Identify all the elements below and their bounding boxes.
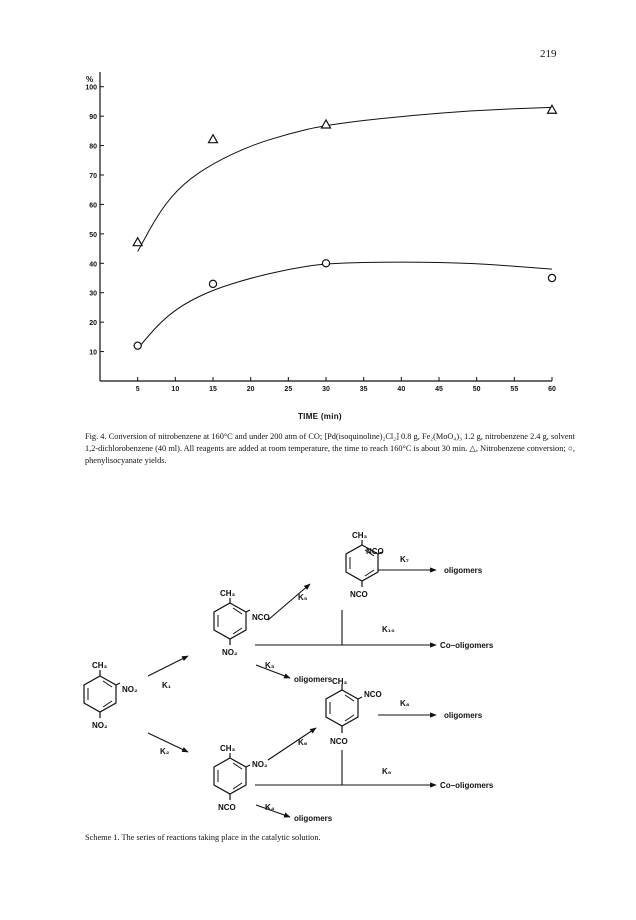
label-no2-a1: NO₂: [122, 685, 138, 694]
x-tick-label: 50: [472, 386, 481, 393]
label-nco-d2: NCO: [350, 590, 368, 599]
ring-nitrotoluene: [84, 676, 116, 712]
x-tick-label: 45: [435, 386, 443, 393]
label-k8: K₈: [400, 699, 410, 708]
x-tick-label: 20: [246, 386, 255, 393]
y-tick-label: 100: [85, 84, 97, 92]
scheme-caption: Scheme 1. The series of reactions taking place in the catalytic solution.: [85, 833, 321, 842]
x-tick-label: 40: [397, 386, 406, 393]
page-number: 219: [540, 48, 557, 60]
label-nco-b: NCO: [252, 613, 270, 622]
x-axis-title: TIME (min): [298, 412, 342, 421]
y-tick-label: 20: [89, 320, 97, 328]
figure-label: Fig. 4.: [85, 432, 107, 441]
label-k4: K₄: [265, 803, 275, 812]
label-k3: K₃: [265, 661, 275, 670]
ring-lower-intermediate: [214, 758, 246, 794]
x-tick-label: 60: [548, 386, 556, 393]
label-co-oligomers-2: Co–oligomers: [440, 781, 494, 790]
y-tick-label: 80: [89, 143, 97, 151]
label-no2-a2: NO₂: [92, 721, 108, 730]
label-no2-b: NO₂: [222, 648, 238, 657]
x-tick-label: 30: [322, 386, 330, 393]
label-ch3-b: CH₃: [220, 589, 236, 598]
label-oligomers-1: oligomers: [444, 566, 483, 575]
x-tick-label: 15: [209, 386, 217, 393]
y-tick-label: 30: [89, 290, 97, 298]
label-nco-d1: NCO: [366, 547, 384, 556]
ring-diisocyanate-middle: [326, 690, 358, 726]
label-ch3-e: CH₃: [332, 677, 348, 686]
label-k10: K₁₀: [382, 625, 395, 634]
y-tick-label: 50: [89, 231, 97, 239]
label-k2: K₂: [160, 747, 170, 756]
label-nco-c: NCO: [218, 803, 236, 812]
label-k5: K₅: [298, 593, 308, 602]
label-no2-c: NO₂: [252, 760, 268, 769]
y-tick-label: 70: [89, 173, 97, 180]
label-k9: K₉: [382, 767, 392, 776]
label-nco-e1: NCO: [364, 690, 382, 699]
y-axis-label: %: [86, 75, 94, 84]
label-k7: K₇: [400, 555, 409, 564]
label-k1: K₁: [162, 681, 172, 690]
y-tick-label: 10: [89, 349, 97, 357]
label-oligomers-2: oligomers: [444, 711, 483, 720]
label-nco-e2: NCO: [330, 737, 348, 746]
label-ch3-a: CH₃: [92, 661, 108, 670]
label-oligomers-3: oligomers: [294, 675, 333, 684]
x-tick-label: 25: [284, 386, 293, 393]
y-tick-label: 90: [89, 114, 97, 122]
y-tick-label: 40: [89, 261, 97, 269]
figure-caption-text: Conversion of nitrobenzene at 160°C and under 200 atm of CO; [Pd(isoquinoline)₂Cl₂] 0.8 g, Fe₂(MoO₄)₃ 1.2 g, nitrobenzene 2.4 g, solvent 1,2-dichlorobenzene (40 ml). All reagents are added at room temperature, the time to reach 160°C is about 30 min. △, Nitrobenzene conversion; ○, phenylisocyanate yields.: [85, 432, 575, 466]
x-tick-label: 5: [135, 386, 140, 393]
x-tick-label: 35: [359, 386, 368, 393]
label-k6: K₆: [298, 738, 308, 747]
ring-upper-intermediate: [214, 603, 246, 639]
label-oligomers-4: oligomers: [294, 814, 333, 823]
x-tick-label: 55: [510, 386, 519, 393]
label-co-oligomers-1: Co–oligomers: [440, 641, 494, 650]
y-tick-label: 60: [89, 202, 97, 210]
label-ch3-c: CH₃: [220, 744, 236, 753]
x-tick-label: 10: [171, 386, 180, 393]
label-ch3-d: CH₃: [352, 531, 368, 540]
